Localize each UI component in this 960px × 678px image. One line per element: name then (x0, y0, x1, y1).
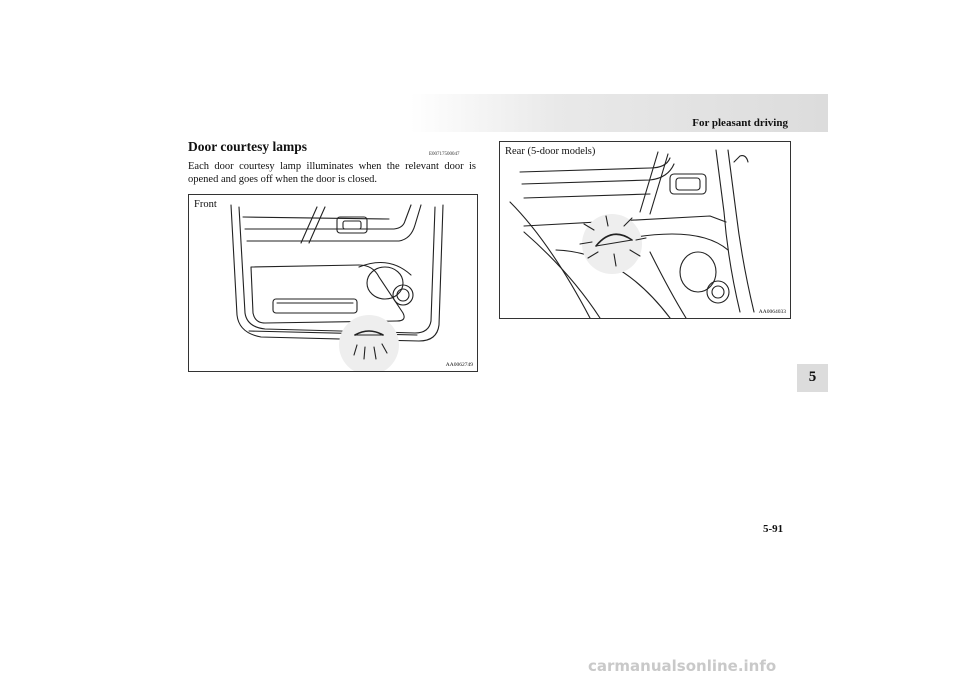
chapter-number: 5 (808, 369, 817, 385)
article-body: Each door courtesy lamp illuminates when the relevant door is opened and goes off when the door is closed. (188, 161, 476, 185)
rear-door-figure (499, 141, 791, 319)
article-heading: Door courtesy lamps (188, 139, 307, 154)
rear-figure-code: AA0064033 (758, 309, 786, 315)
front-door-illustration (189, 195, 477, 371)
chapter-tab (797, 364, 828, 392)
rear-figure-label: Rear (5-door models) (505, 146, 596, 157)
front-figure-code: AA0062749 (445, 362, 473, 368)
front-door-figure (188, 194, 478, 372)
article-code: E00717500047 (429, 152, 460, 157)
rear-door-illustration (500, 142, 790, 318)
watermark: carmanualsonline.info (588, 657, 777, 675)
front-figure-label: Front (194, 199, 217, 210)
section-title: For pleasant driving (692, 117, 788, 129)
page-number: 5-91 (763, 523, 784, 535)
